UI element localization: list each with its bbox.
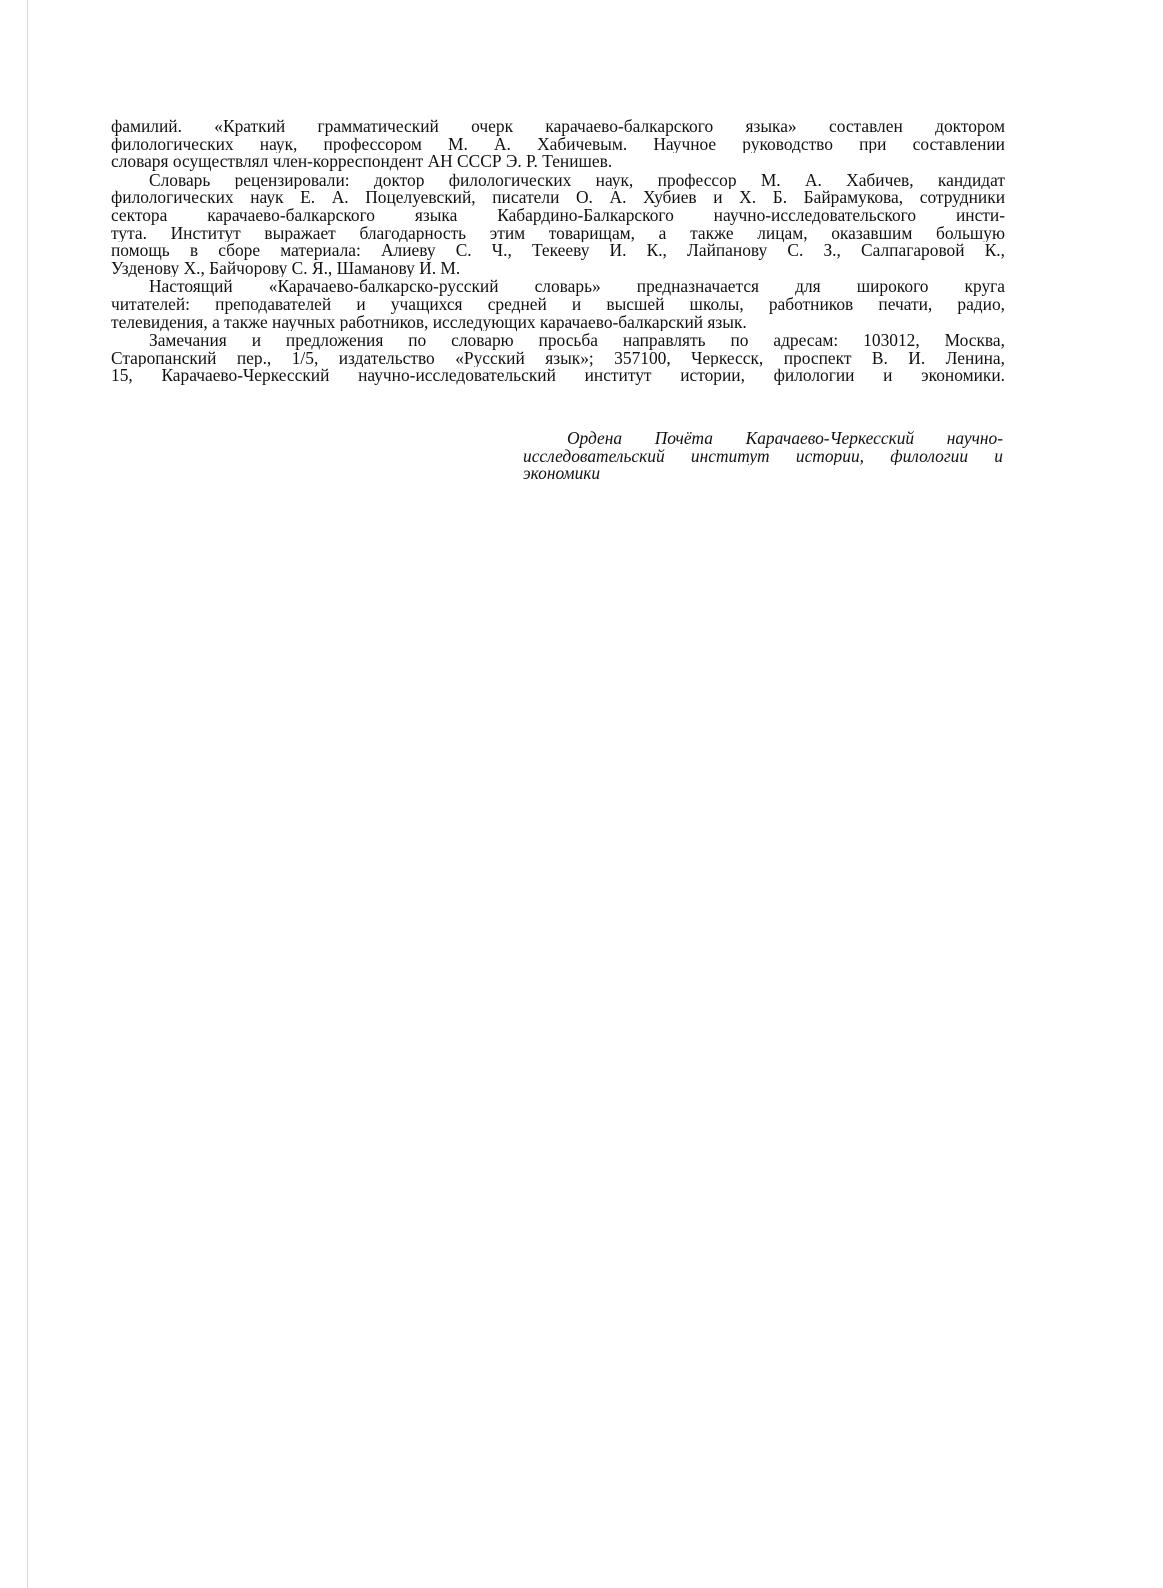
text-line: филологических наук Е. А. Поцелуевский, писатели О. А. Хубиев и Х. Б. Байрамукова, сотрудники bbox=[111, 189, 1005, 207]
signature-line: экономики bbox=[523, 465, 601, 483]
institute-signature bbox=[523, 430, 1003, 483]
text-line: помощь в сборе материала: Алиеву С. Ч., Текееву И. К., Лайпанову С. З., Салпагаровой К., bbox=[111, 242, 1005, 260]
signature-line: Ордена Почёта Карачаево-Черкесский научно- bbox=[567, 430, 1003, 448]
signature-line: исследовательский институт истории, филологии и bbox=[523, 447, 1003, 466]
paragraph-audience bbox=[111, 278, 1005, 331]
text-line: Узденову Х., Байчорову С. Я., Шаманову И. М. bbox=[111, 259, 461, 278]
text-line: фамилий. «Краткий грамматический очерк карачаево-балкарского языка» составлен доктором bbox=[111, 118, 1005, 136]
text-line: сектора карачаево-балкарского языка Кабардино-Балкарского научно-исследовательского инсти- bbox=[111, 206, 1005, 225]
paragraph-reviewers bbox=[111, 172, 1005, 278]
text-line: телевидения, а также научных работников, исследующих карачаево-балкарский язык. bbox=[111, 313, 747, 332]
text-line: Настоящий «Карачаево-балкарско-русский словарь» предназначается для широкого круга bbox=[149, 278, 1005, 296]
text-line: филологических наук, профессором М. А. Хабичевым. Научное руководство при составлении bbox=[111, 135, 1005, 154]
text-line: Замечания и предложения по словарю просьба направлять по адресам: 103012, Москва, bbox=[149, 332, 1005, 350]
paragraph-authorship bbox=[111, 118, 1005, 171]
text-line: словаря осуществлял член-корреспондент АН СССР Э. Р. Тенишев. bbox=[111, 153, 613, 171]
text-line: Словарь рецензировали: доктор филологических наук, профессор М. А. Хабичев, кандидат bbox=[149, 171, 1005, 190]
text-line: читателей: преподавателей и учащихся средней и высшей школы, работников печати, радио, bbox=[111, 295, 1005, 314]
text-line: тута. Институт выражает благодарность этим товарищам, а также лицам, оказавшим большую bbox=[111, 224, 1005, 243]
text-line: Старопанский пер., 1/5, издательство «Русский язык»; 357100, Черкесск, проспект В. И. Ленина, bbox=[111, 349, 1005, 368]
text-line: 15, Карачаево-Черкесский научно-исследовательский институт истории, филологии и экономики. bbox=[111, 367, 1005, 385]
preface-text bbox=[111, 118, 1005, 386]
scan-edge-line bbox=[27, 0, 28, 1588]
paragraph-addresses bbox=[111, 332, 1005, 385]
